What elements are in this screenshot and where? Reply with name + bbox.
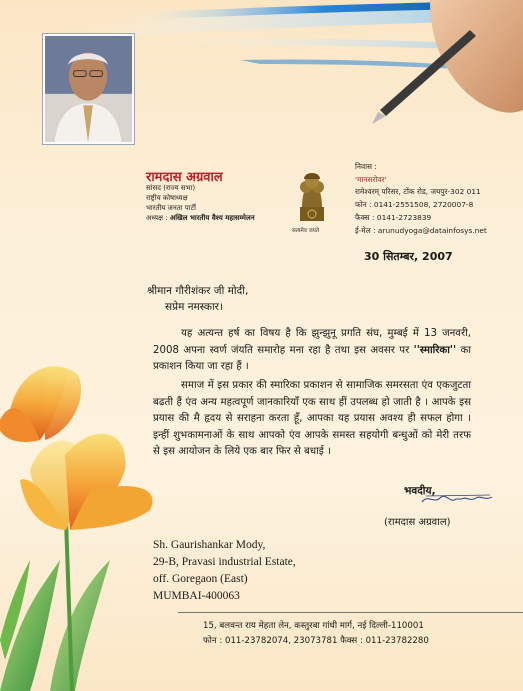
body-paragraph-1-text-b: का प्रकाशन किया जा रहा हैं । bbox=[153, 344, 471, 372]
residence-phone: फोन : 0141-2551508, 2720007-8 bbox=[355, 200, 474, 209]
sender-title-4-value: अखिल भारतीय वैश्य महासम्मेलन bbox=[169, 214, 255, 222]
sender-photo bbox=[43, 34, 134, 144]
sender-title-2: राष्ट्रीय कोषाध्यक्ष bbox=[146, 194, 188, 202]
footer-address: 15, बलवन्त राय मेहता लेन, कस्तुरबा गांधी मार्ग, नई दिल्ली-110001 bbox=[203, 621, 424, 631]
residence-label: निवास : bbox=[355, 162, 377, 171]
footer-divider bbox=[178, 612, 523, 613]
national-emblem-icon bbox=[290, 163, 334, 233]
residence-email: ई-मेल : arunudyoga@datainfosys.net bbox=[355, 226, 487, 235]
footer-phone: फोन : 011-23782074, 23073781 फैक्स : 011-23782280 bbox=[203, 636, 429, 646]
residence-house: 'मानसरोवर' bbox=[355, 175, 387, 184]
recipient-line-2: 29-B, Pravasi industrial Estate, bbox=[153, 556, 296, 568]
tulip-decoration bbox=[0, 360, 175, 691]
body-paragraph-1-highlight: ''स्मारिका'' bbox=[413, 344, 457, 356]
sender-title-3: भारतीय जनता पार्टी bbox=[146, 204, 196, 212]
body-paragraph-2: समाज में इस प्रकार की स्मारिका प्रकाशन से सामाजिक समरसता एंव एकजुटता बढती हैं एंव अन्य महत्वपूर्ण जानकारियाँ एक साथ हीं उपलब्ध हो जाती है । आपके इस प्रयास की मै हृदय से सराहना करता हूँ, आपका यह प्रयास अवश्य ही सफल होगा । इन्हीं शुभकामनाओं के साथ आपको एंव आपके समस्त सहयोगी बन्धुओं को मेरी तरफ से इस आयोजन के लिये एक बार फिर से बधाई । bbox=[153, 380, 471, 457]
sender-title-1: सांसद (राज्य सभा) bbox=[146, 184, 196, 192]
body-paragraph-1 bbox=[153, 326, 471, 376]
closing-label: भवदीय, bbox=[404, 485, 436, 497]
residence-address: रामेश्वरम् परिसर, टोंक रोड, जयपुर-302 011 bbox=[355, 187, 481, 196]
recipient-line-3: off. Goregaon (East) bbox=[153, 573, 248, 585]
sender-title-4 bbox=[146, 214, 255, 223]
sender-name: रामदास अग्रवाल bbox=[146, 170, 223, 185]
recipient-line-1: Sh. Gaurishankar Mody, bbox=[153, 539, 266, 551]
closing-name: (रामदास अग्रवाल) bbox=[384, 517, 451, 528]
salutation-greeting: सप्रेम नमस्कार। bbox=[165, 301, 223, 313]
recipient-line-4: MUMBAI-400063 bbox=[153, 590, 240, 602]
body-paragraph-1-text-a: यह अत्यन्त हर्ष का विषय है कि झुन्झुनू प्रगति संघ, मुम्बई में 13 जनवरी, 2008 अपना स्वर्ण जंयति समारोह मना रहा है तथा इस अवसर पर bbox=[153, 328, 471, 356]
signature bbox=[420, 490, 500, 508]
residence-fax: फैक्स : 0141-2723839 bbox=[355, 213, 432, 222]
salutation-name: श्रीमान गौरीशंकर जी मोदी, bbox=[147, 285, 249, 297]
letter-date: 30 सितम्बर, 2007 bbox=[364, 250, 453, 263]
emblem-caption: सत्यमेव जयते bbox=[292, 228, 320, 234]
sender-title-4-prefix: अध्यक्ष : bbox=[146, 214, 168, 222]
